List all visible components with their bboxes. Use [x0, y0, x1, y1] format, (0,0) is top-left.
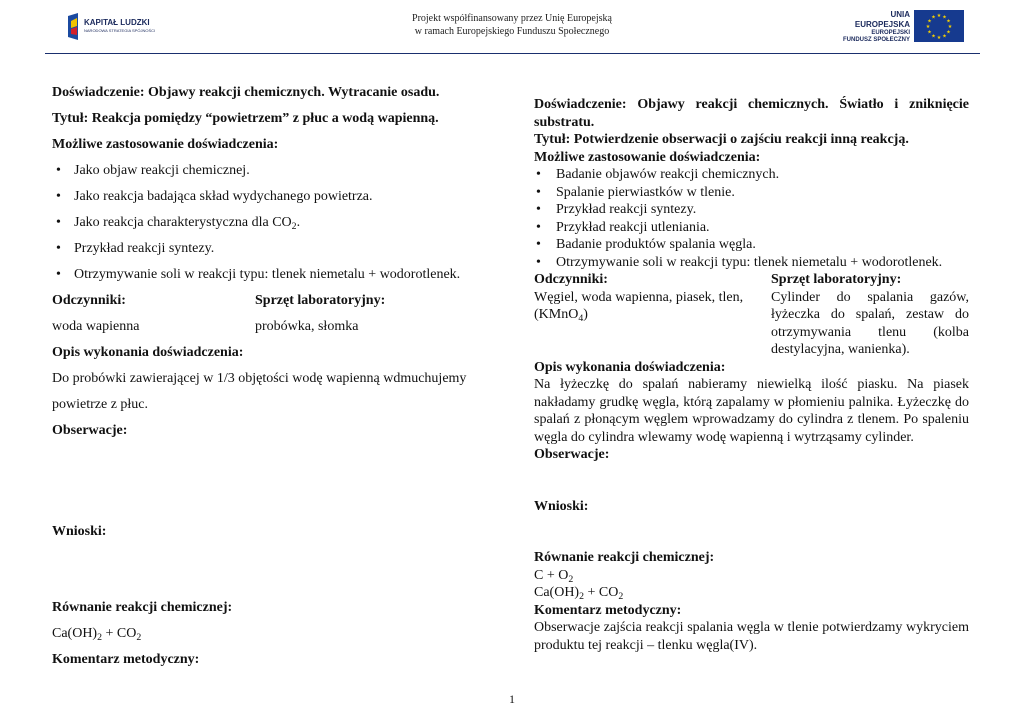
right-use-item: • Badanie produktów spalania węgla.	[534, 236, 969, 254]
left-use-co2-suffix: .	[296, 215, 301, 230]
left-use-item: • Przykład reakcji syntezy.	[52, 236, 492, 262]
left-use-co2-subscript: 2	[291, 221, 297, 232]
svg-text:★: ★	[927, 29, 932, 36]
right-reagents-subscript: 4	[578, 313, 584, 324]
svg-text:★: ★	[942, 14, 947, 21]
left-equation	[52, 621, 492, 647]
svg-text:★: ★	[942, 33, 947, 40]
right-use-item: • Otrzymywanie soli w reakcji typu: tlenek niemetalu + wodorotlenek.	[534, 254, 969, 272]
left-use-item: • Jako reakcja badająca skład wydychanego powietrza.	[52, 184, 492, 210]
right-conclusions-space	[534, 515, 969, 549]
eu-flag-icon	[914, 10, 964, 42]
left-reagents: woda wapienna	[52, 319, 140, 334]
logo-subtitle: NARODOWA STRATEGIA SPÓJNOŚCI	[84, 28, 156, 33]
header-caption-line2: w ramach Europejskiego Funduszu Społecznego	[414, 26, 610, 37]
svg-text:★: ★	[927, 18, 932, 25]
left-equation-heading: Równanie reakcji chemicznej:	[52, 600, 233, 615]
left-use-item: • Jako objaw reakcji chemicznej.	[52, 158, 492, 184]
left-conclusions-space	[52, 545, 492, 595]
svg-text:★: ★	[931, 14, 936, 21]
svg-text:★: ★	[946, 29, 951, 36]
left-observations-space	[52, 444, 492, 519]
left-eq-sub-b: 2	[136, 632, 142, 643]
left-observations-heading: Obserwacje:	[52, 423, 128, 438]
right-reagents-block	[534, 271, 759, 359]
right-uses-heading: Możliwe zastosowanie doświadczenia:	[534, 149, 761, 165]
left-equipment-heading: Sprzęt laboratoryjny:	[255, 293, 386, 308]
right-use-item: • Przykład reakcji syntezy.	[534, 201, 969, 219]
left-uses-heading: Możliwe zastosowanie doświadczenia:	[52, 137, 279, 152]
left-materials-headings	[52, 288, 492, 314]
svg-text:★: ★	[936, 13, 942, 19]
right-procedure-heading: Opis wykonania doświadczenia:	[534, 359, 726, 375]
right-reagents-text: Węgiel, woda wapienna, piasek, tlen, (KMnO	[534, 289, 744, 322]
right-conclusions-heading: Wnioski:	[534, 498, 589, 514]
right-eq2-part-a: Ca(OH)	[534, 585, 580, 600]
right-use-item: • Spalanie pierwiastków w tlenie.	[534, 184, 969, 202]
svg-text:★: ★	[931, 33, 936, 40]
left-procedure-heading: Opis wykonania doświadczenia:	[52, 345, 244, 360]
right-eq2-part-b: + CO	[584, 585, 619, 600]
left-eq-part-a: Ca(OH)	[52, 626, 98, 641]
right-eq2-sub-b: 2	[618, 591, 624, 602]
page-number: 1	[509, 692, 515, 706]
left-equipment: probówka, słomka	[255, 319, 359, 334]
left-procedure-line2: powietrze z płuc.	[52, 397, 149, 412]
right-subtitle: Tytuł: Potwierdzenie obserwacji o zajściu reakcji inną reakcją.	[534, 132, 909, 147]
left-subtitle: Tytuł: Reakcja pomiędzy “powietrzem” z płuc a wodą wapienną.	[52, 111, 439, 126]
left-title: Doświadczenie: Objawy reakcji chemicznych. Wytracanie osadu.	[52, 85, 440, 100]
right-comment-heading: Komentarz metodyczny:	[534, 602, 682, 618]
eu-logo-line1: UNIA EUROPEJSKA	[854, 10, 910, 29]
right-equipment: Cylinder do spalania gazów, łyżeczka do spalań, zestaw do otrzymywania tlenu (kolba destylacyjna, wanienka).	[771, 289, 969, 357]
left-eq-part-b: + CO	[102, 626, 137, 641]
svg-text:★: ★	[936, 35, 942, 41]
eu-logo-line3: FUNDUSZ SPOŁECZNY	[842, 37, 910, 43]
left-reagents-heading: Odczynniki:	[52, 293, 126, 308]
right-use-item: • Badanie objawów reakcji chemicznych.	[534, 166, 969, 184]
right-equation-1	[534, 567, 969, 585]
header-caption-line1: Projekt współfinansowany przez Unię Europejską	[412, 13, 612, 24]
right-equation-heading: Równanie reakcji chemicznej:	[534, 550, 715, 565]
left-comment-heading: Komentarz metodyczny:	[52, 652, 200, 667]
left-experiment	[52, 80, 492, 673]
right-materials	[534, 271, 969, 359]
right-comment: Obserwacje zajścia reakcji spalania węgla w tlenie potwierdzamy wykryciem produktu tej reakcji – tlenku węgla(IV).	[534, 620, 969, 653]
left-eq-sub-a: 2	[97, 632, 103, 643]
left-use-co2-text: Jako reakcja charakterystyczna dla CO	[74, 215, 292, 230]
right-equation-2	[534, 584, 969, 602]
left-materials	[52, 314, 492, 340]
right-use-item: • Przykład reakcji utleniania.	[534, 219, 969, 237]
right-reagents	[534, 289, 759, 324]
right-title: Doświadczenie: Objawy reakcji chemicznych. Światło i zniknięcie substratu.	[534, 97, 969, 130]
right-experiment	[534, 96, 969, 654]
svg-text:★: ★	[947, 24, 953, 30]
left-procedure-line1: Do probówki zawierającej w 1/3 objętości wodę wapienną wdmuchujemy	[52, 371, 467, 386]
svg-text:★: ★	[925, 24, 931, 30]
left-use-item: • Otrzymywanie soli w reakcji typu: tlenek niemetalu + wodorotlenek.	[52, 262, 492, 288]
svg-text:★: ★	[946, 18, 951, 25]
right-eq1-text: C + O	[534, 567, 569, 583]
right-procedure: Na łyżeczkę do spalań nabieramy niewielką ilość piasku. Na piasek nakładamy grudkę węgla, którą zapalamy w płomieniu palnika. Łyżeczkę do spalań z płonącym węglem wprowadzamy do cylindra z tlenem. Po spaleniu węgla do cylindra wlewamy wodę wapienną i wytrząsamy cylinder.	[534, 377, 969, 445]
eu-logo-text	[838, 10, 910, 44]
right-eq2-sub-a: 2	[579, 591, 585, 602]
logo-title: KAPITAŁ LUDZKI	[84, 18, 150, 27]
right-equipment-block	[771, 271, 969, 359]
right-equipment-heading: Sprzęt laboratoryjny:	[771, 272, 902, 287]
right-observations-space	[534, 464, 969, 498]
eu-logo-line2: EUROPEJSKI	[871, 30, 910, 36]
left-conclusions-heading: Wnioski:	[52, 524, 107, 539]
eu-logo	[838, 10, 964, 42]
kapital-ludzki-logo	[66, 13, 156, 40]
left-use-item	[52, 210, 492, 236]
header-caption	[340, 12, 684, 38]
right-reagents-heading: Odczynniki:	[534, 272, 608, 287]
right-eq1-subscript: 2	[568, 573, 574, 585]
right-reagents-end: )	[583, 307, 588, 322]
right-observations-heading: Obserwacje:	[534, 447, 610, 462]
header-divider	[45, 53, 980, 54]
